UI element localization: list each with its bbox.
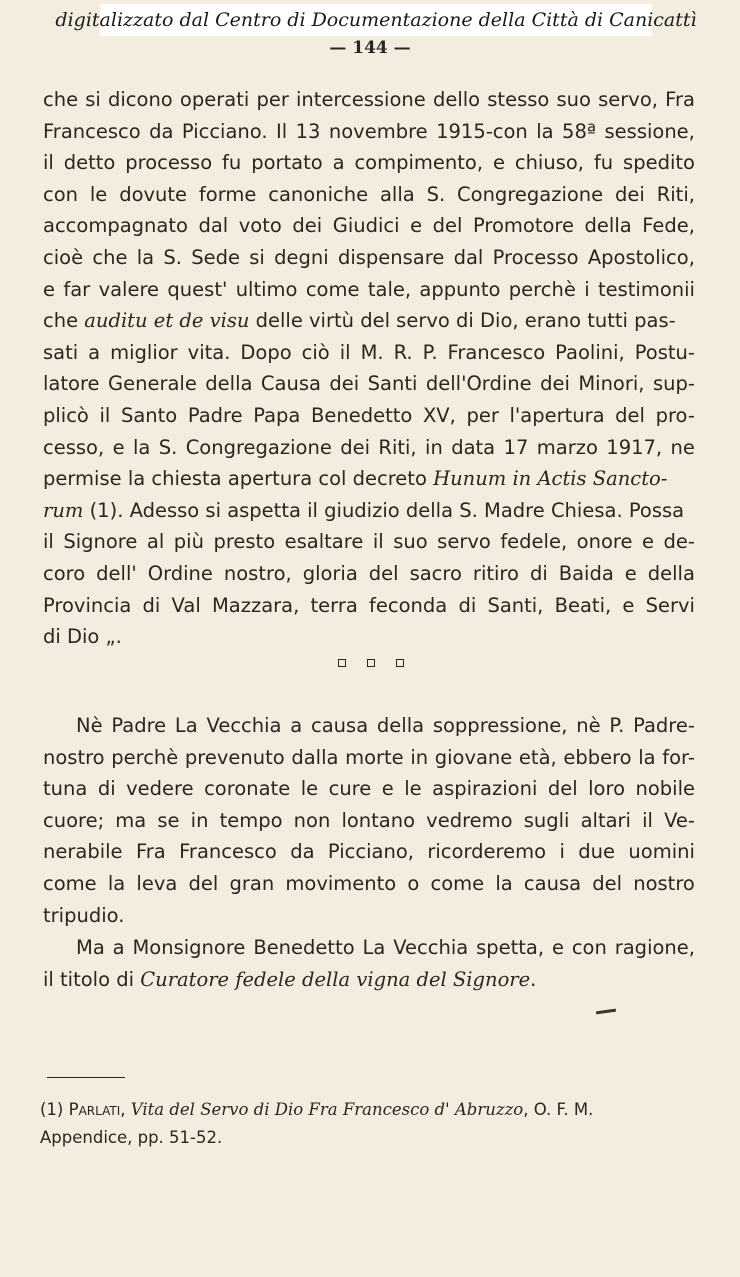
paragraph-1	[43, 84, 695, 653]
text-line: rum (1). Adesso si aspetta il giudizio della S. Madre Chiesa. Possa	[43, 498, 685, 522]
text-line: il Signore al più presto esaltare il suo servo fedele, onore e de-	[43, 530, 695, 554]
page-number: — 144 —	[329, 38, 411, 58]
text-line: cioè che la S. Sede si degni dispensare dal Processo Apostolico,	[43, 245, 695, 269]
separator-square-icon	[367, 659, 375, 667]
section-separator	[338, 657, 404, 669]
text-line: latore Generale della Causa dei Santi dell'Ordine dei Minori, sup-	[43, 372, 695, 396]
footnote	[40, 1096, 700, 1152]
text-line: tripudio.	[43, 903, 125, 927]
digitization-watermark-banner: digitalizzato dal Centro di Documentazione della Città di Canicattì	[100, 4, 652, 36]
text-line: che auditu et de visu delle virtù del servo di Dio, erano tutti pas-	[43, 309, 676, 333]
text-line: nerabile Fra Francesco da Picciano, ricorderemo i due uomini	[43, 840, 695, 864]
italic-latin-phrase: auditu et de visu	[84, 309, 250, 333]
text-line: permise la chiesta apertura col decreto Hunum in Actis Sancto-	[43, 467, 668, 491]
paragraph-2	[43, 710, 695, 931]
footnote-line: Appendice, pp. 51-52.	[40, 1128, 223, 1147]
italic-decree-title-end: rum	[43, 498, 84, 522]
text-line: cesso, e la S. Congregazione dei Riti, in data 17 marzo 1917, ne	[43, 435, 695, 459]
text-line: Francesco da Picciano. Il 13 novembre 1915-con la 58ª sessione,	[43, 119, 695, 143]
text-line: che si dicono operati per intercessione dello stesso suo servo, Fra	[43, 88, 695, 111]
text-line: il titolo di Curatore fedele della vigna del Signore.	[43, 967, 537, 991]
italic-decree-title: Hunum in Actis Sancto-	[433, 467, 668, 491]
text-line: plicò il Santo Padre Papa Benedetto XV, per l'apertura del pro-	[43, 403, 695, 427]
separator-square-icon	[396, 659, 404, 667]
text-line: Provincia di Val Mazzara, terra feconda di Santi, Beati, e Servi	[43, 593, 695, 617]
text-line: Ma a Monsignore Benedetto La Vecchia spetta, e con ragione,	[76, 936, 695, 959]
decorative-dash	[596, 1009, 616, 1015]
text-line: come la leva del gran movimento o come la causa del nostro	[43, 871, 695, 895]
footnote-author: Parlati	[68, 1100, 121, 1119]
text-line: cuore; ma se in tempo non lontano vedremo sugli altari il Ve-	[43, 808, 695, 832]
text-line: Nè Padre La Vecchia a causa della soppressione, nè P. Padre-	[76, 714, 695, 737]
footnote-book-title: Vita del Servo di Dio Fra Francesco d' Abruzzo	[130, 1100, 524, 1119]
paragraph-3	[43, 932, 695, 995]
text-line: e far valere quest' ultimo come tale, appunto perchè i testimonii	[43, 277, 695, 301]
footnote-line: (1) Parlati, Vita del Servo di Dio Fra Francesco d' Abruzzo, O. F. M.	[40, 1100, 594, 1119]
text-line: con le dovute forme canoniche alla S. Congregazione dei Riti,	[43, 182, 695, 206]
footnote-rule	[47, 1077, 125, 1078]
text-line: di Dio „.	[43, 625, 122, 649]
text-line: nostro perchè prevenuto dalla morte in giovane età, ebbero la for-	[43, 745, 695, 769]
text-line: tuna di vedere coronate le cure e le aspirazioni del loro nobile	[43, 777, 695, 801]
separator-square-icon	[338, 659, 346, 667]
text-line: accompagnato dal voto dei Giudici e del Promotore della Fede,	[43, 214, 695, 238]
text-line: il detto processo fu portato a compimento, e chiuso, fu spedito	[43, 151, 695, 175]
text-line: coro dell' Ordine nostro, gloria del sacro ritiro di Baida e della	[43, 561, 695, 585]
text-line: sati a miglior vita. Dopo ciò il M. R. P. Francesco Paolini, Postu-	[43, 340, 695, 364]
italic-title-phrase: Curatore fedele della vigna del Signore	[140, 967, 531, 991]
